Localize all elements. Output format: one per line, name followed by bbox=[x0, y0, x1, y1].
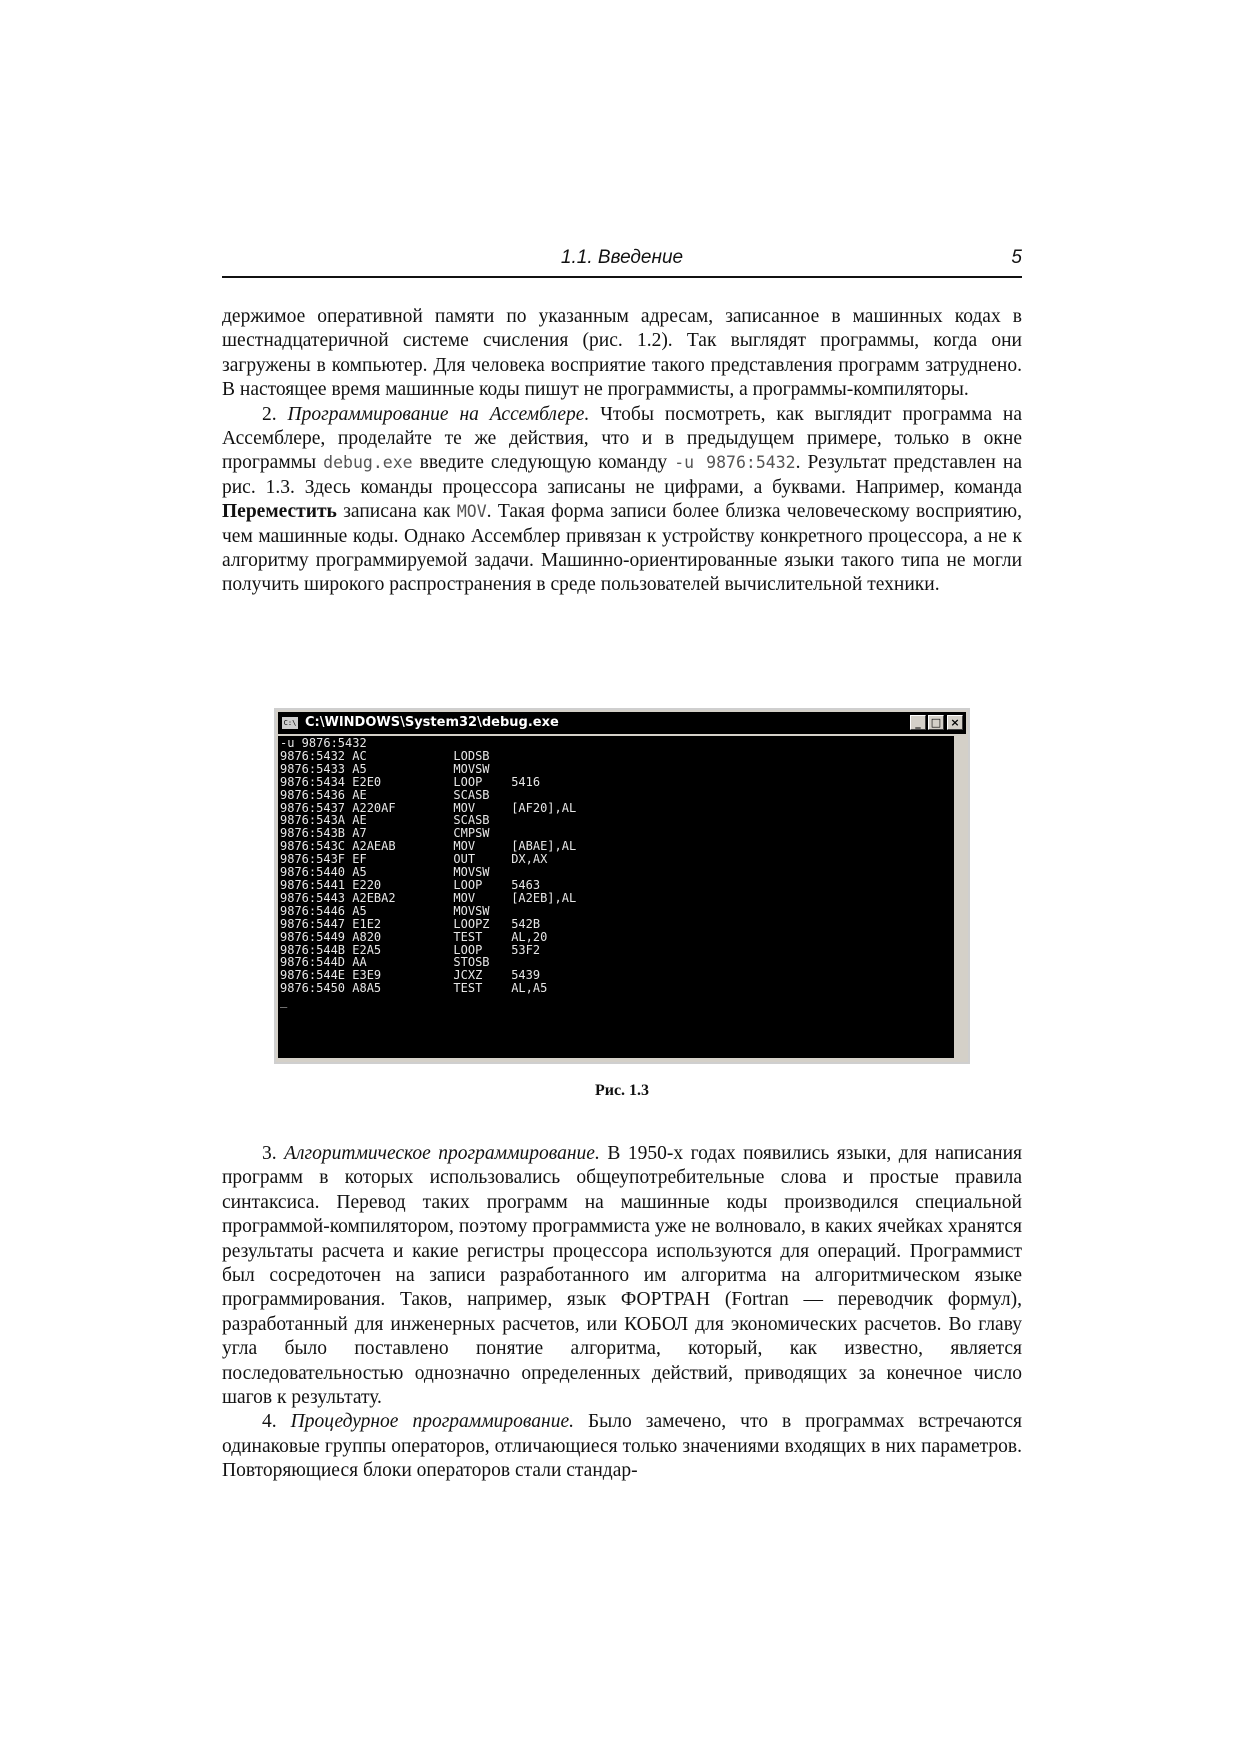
code-debug-exe: debug.exe bbox=[323, 453, 413, 473]
console-scrollbar[interactable] bbox=[955, 736, 966, 1058]
console-app-icon: C:\ bbox=[283, 719, 297, 727]
maximize-button[interactable]: □ bbox=[928, 715, 944, 730]
code-u-command: -u 9876:5432 bbox=[674, 453, 796, 473]
paragraph-2-text-1: Чтобы посмотреть, как выглядит программа на Ассемблере, проделайте те же действия, что и в предыдущем примере, только в окне программы bbox=[222, 403, 1022, 474]
figure-caption: Рис. 1.3 bbox=[594, 1082, 650, 1099]
close-button[interactable]: × bbox=[947, 715, 963, 730]
paragraph-4-term: Процедурное программирование. bbox=[290, 1411, 574, 1433]
bold-term-move: Переместить bbox=[222, 501, 337, 523]
minimize-button[interactable]: _ bbox=[910, 715, 926, 730]
console-title: C:\WINDOWS\System32\debug.exe bbox=[305, 715, 559, 730]
paragraph-3-term: Алгоритмическое программирование. bbox=[284, 1143, 600, 1164]
paragraph-2-text-3: . Результат представлен на рис. 1.3. Здесь команды процессора записаны не цифрами, а буквами. Например, команда bbox=[222, 452, 1023, 498]
paragraph-4-text: Было замечено, что в программах встречаются одинаковые группы операторов, отличающиеся только значениями входящих в них параметров. Повторяющиеся блоки операторов стали стандар- bbox=[222, 1411, 1023, 1482]
header-rule bbox=[222, 276, 1022, 278]
running-head-title: 1.1. Введение bbox=[560, 247, 684, 268]
paragraph-2-number: 2. bbox=[262, 403, 288, 425]
page-number: 5 bbox=[1011, 247, 1022, 268]
console-titlebar[interactable] bbox=[278, 712, 966, 734]
paragraph-2 bbox=[222, 403, 1022, 598]
paragraph-2-text-2: введите следующую команду bbox=[412, 452, 675, 474]
paragraph-3-number: 3. bbox=[262, 1143, 285, 1164]
paragraph-2-text-5: . Такая форма записи более близка человеческому восприятию, чем машинные коды. Однако Ассемблер привязан к устройству конкретного процессора, а не к алгоритму программируемой задачи. Машинно-ориентированные языки такого типа не могли получить широкого распространения в среде пользователей вычислительной техники. bbox=[222, 501, 1022, 596]
paragraph-2-text-4: записана как bbox=[336, 501, 457, 523]
paragraph-2-term: Программирование на Ассемблере. bbox=[287, 403, 590, 425]
text-block-bottom bbox=[222, 1142, 1022, 1484]
console-output: -u 9876:5432 9876:5432 AC LODSB 9876:5433 A5 MOVSW 9876:5434 E2E0 LOOP 5416 9876:5436 AE SCASB 9876:5437 A220AF MOV [AF20],AL 9876:543A AE SCASB 9876:543B A7 CMPSW 9876:543C A2AEAB MOV [ABAE],AL 9876:543F EF OUT DX,AX 9876:5440 A5 MOVSW 9876:5441 E220 LOOP 5463 9876:5443 A2EBA2 MOV [A2EB],AL 9876:5446 A5 MOVSW 9876:5447 E1E2 LOOPZ 542B 9876:5449 A820 TEST AL,20 9876:544B E2A5 LOOP 53F2 9876:544D AA STOSB 9876:544E E3E9 JCXZ 5439 9876:5450 A8A5 TEST AL,A5 _ bbox=[280, 736, 577, 1009]
paragraph-4-number: 4. bbox=[262, 1411, 291, 1433]
code-mov: MOV bbox=[456, 502, 487, 522]
paragraph-4 bbox=[222, 1410, 1022, 1483]
debug-console-window bbox=[274, 708, 970, 1064]
running-head bbox=[222, 247, 1022, 277]
paragraph-1: держимое оперативной памяти по указанным адресам, записанное в машинных кодах в шестнадцатеричной системе счисления (рис. 1.2). Так выглядят программы, когда они загружены в компьютер. Для человека восприятие такого представления программ затруднено. В настоящее время машинные коды пишут не программисты, а программы-компиляторы. bbox=[222, 306, 1022, 401]
paragraph-3-text: В 1950-х годах появились языки, для написания программ в которых использовались общеупотребительные слова и простые правила синтаксиса. Перевод таких программ на машинные коды производился специальной программой-компилятором, поэтому программиста уже не волновало, в каких ячейках хранятся результаты расчета и какие регистры процессора используются для операций. Программист был сосредоточен на записи разработанного им алгоритма на алгоритмическом языке программирования. Таков, например, язык ФОРТРАН (Fortran — переводчик формул), разработанный для инженерных расчетов, или КОБОЛ для экономических расчетов. Во главу угла было поставлено понятие алгоритма, который, как известно, является последовательностью однозначно определенных действий, приводящих за конечное число шагов к результату. bbox=[222, 1143, 1022, 1409]
console-screen[interactable] bbox=[278, 736, 954, 1058]
text-block-top bbox=[222, 305, 1022, 598]
paragraph-3 bbox=[222, 1142, 1022, 1410]
